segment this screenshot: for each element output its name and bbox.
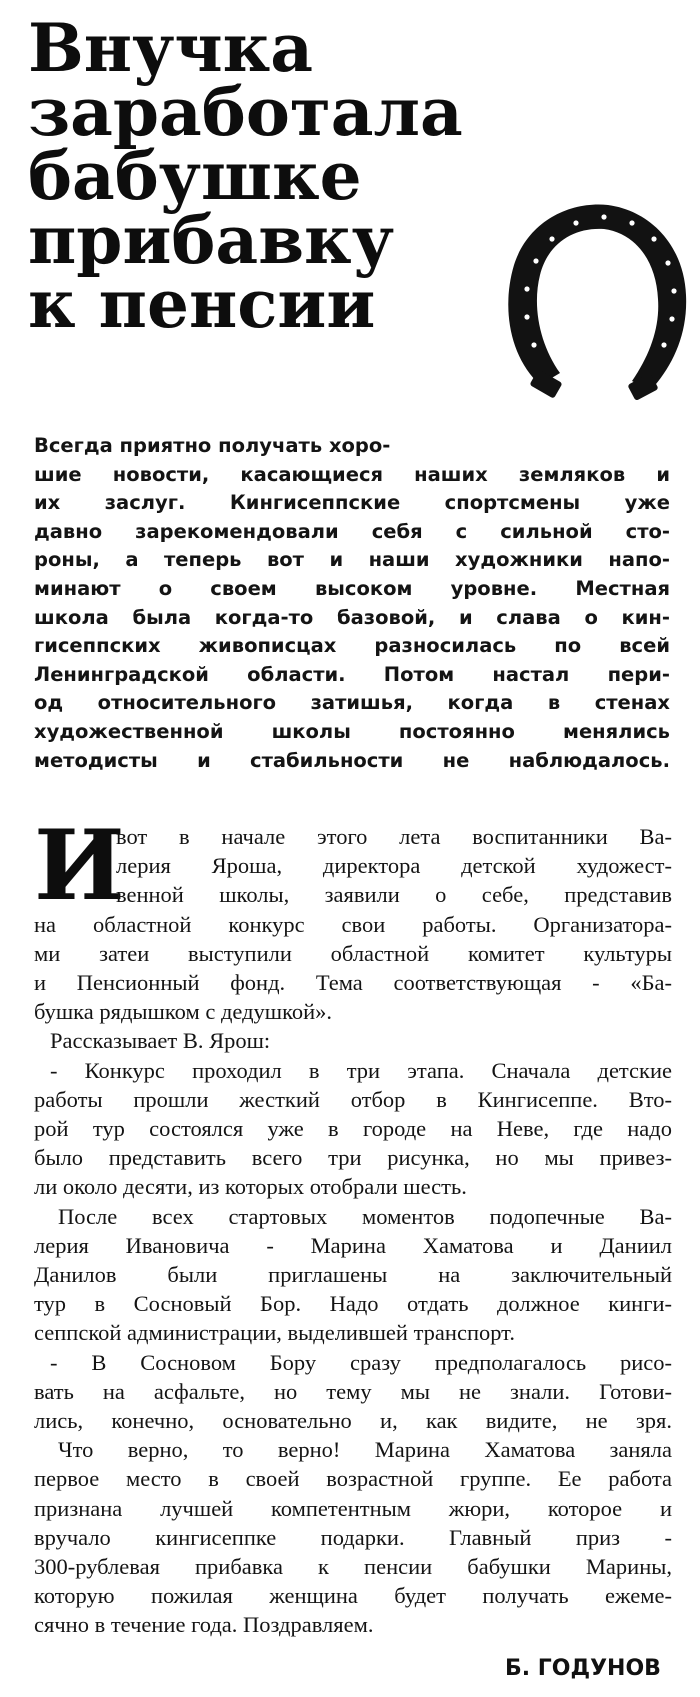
headline-line: Внучка: [28, 9, 314, 87]
body-line: ми затеи выступили областной комитет культуры: [34, 940, 672, 966]
body-line: работы прошли жесткий отбор в Кингисеппе. Вто-: [34, 1086, 672, 1112]
body-line: лись, конечно, основательно и, как видите, не зря.: [34, 1408, 672, 1434]
article-lead: [34, 432, 670, 775]
body-line: и Пенсионный фонд. Тема соответствующая - «Ба-: [34, 970, 672, 996]
body-line: вать на асфальте, но тему мы не знали. Готови-: [34, 1378, 672, 1404]
body-line: признана лучшей компетентным жюри, которое и: [34, 1495, 672, 1521]
lead-line: Ленинградской области. Потом настал пери-: [34, 662, 670, 686]
lead-line: минают о своем высоком уровне. Местная: [34, 576, 670, 600]
body-line: рой тур состоялся уже в городе на Неве, где надо: [34, 1116, 672, 1142]
body-line: было представить всего три рисунка, но мы привез-: [34, 1145, 672, 1171]
body-line: После всех стартовых моментов подопечные Ва-: [58, 1203, 672, 1229]
lead-line: од относительного затишья, когда в стенах: [34, 691, 670, 715]
body-line: вот в начале этого лета воспитанники Ва-: [116, 824, 672, 849]
body-line: Что верно, то верно! Марина Хаматова заняла: [58, 1437, 672, 1463]
body-line: ли около десяти, из которых отобрали шесть.: [34, 1174, 467, 1200]
lead-line: методисты и стабильности не наблюдалось.: [34, 748, 670, 772]
body-line: 300-рублевая прибавка к пенсии бабушки Марины,: [34, 1554, 672, 1580]
body-line: венной школы, заявили о себе, представив: [116, 882, 672, 908]
body-line: - Конкурс проходил в три этапа. Сначала детские: [50, 1057, 672, 1083]
lead-line: их заслуг. Кингисеппские спортсмены уже: [34, 491, 670, 515]
horseshoe-icon: [500, 195, 690, 410]
body-line: - В Сосновом Бору сразу предполагалось рисо-: [50, 1349, 672, 1375]
lead-line: Всегда приятно получать хоро-: [34, 434, 391, 457]
body-line: вручало кингисеппке подарки. Главный приз -: [34, 1524, 672, 1550]
body-line: лерия Ивановича - Марина Хаматова и Даниил: [34, 1232, 672, 1258]
headline-line: прибавку: [28, 201, 394, 279]
body-line: сеппской администрации, выделившей транспорт.: [34, 1320, 515, 1346]
lead-line: гисеппских живописцах разносилась по всей: [34, 634, 670, 658]
drop-cap: И: [34, 809, 125, 922]
body-line: Данилов были приглашены на заключительный: [34, 1262, 672, 1288]
article-headline: [28, 9, 498, 343]
author-byline: Б. ГОДУНОВ: [505, 1656, 661, 1681]
lead-line: художественной школы постоянно менялись: [34, 719, 670, 743]
body-line: тур в Сосновый Бор. Надо отдать должное кинги-: [34, 1291, 672, 1317]
body-line: на областной конкурс свои работы. Организатора-: [34, 911, 672, 937]
lead-line: роны, а теперь вот и наши художники напо-: [34, 548, 670, 572]
lead-line: давно зарекомендовали себя с сильной сто-: [34, 519, 670, 543]
body-line: которую пожилая женщина будет получать ежеме-: [34, 1583, 672, 1609]
headline-line: к пенсии: [28, 265, 376, 343]
body-line: сячно в течение года. Поздравляем.: [34, 1612, 374, 1638]
headline-line: бабушке: [28, 137, 362, 215]
article-body: [34, 809, 672, 1640]
body-line: лерия Яроша, директора детской художест-: [116, 853, 672, 879]
lead-line: шие новости, касающиеся наших земляков и: [34, 462, 670, 486]
headline-line: заработала: [28, 73, 463, 151]
body-line: Рассказывает В. Ярош:: [50, 1028, 271, 1054]
body-line: бушка рядышком с дедушкой».: [34, 999, 333, 1025]
body-line: первое место в своей возрастной группе. Ее работа: [34, 1466, 672, 1492]
lead-line: школа была когда-то базовой, и слава о кин-: [34, 605, 670, 629]
